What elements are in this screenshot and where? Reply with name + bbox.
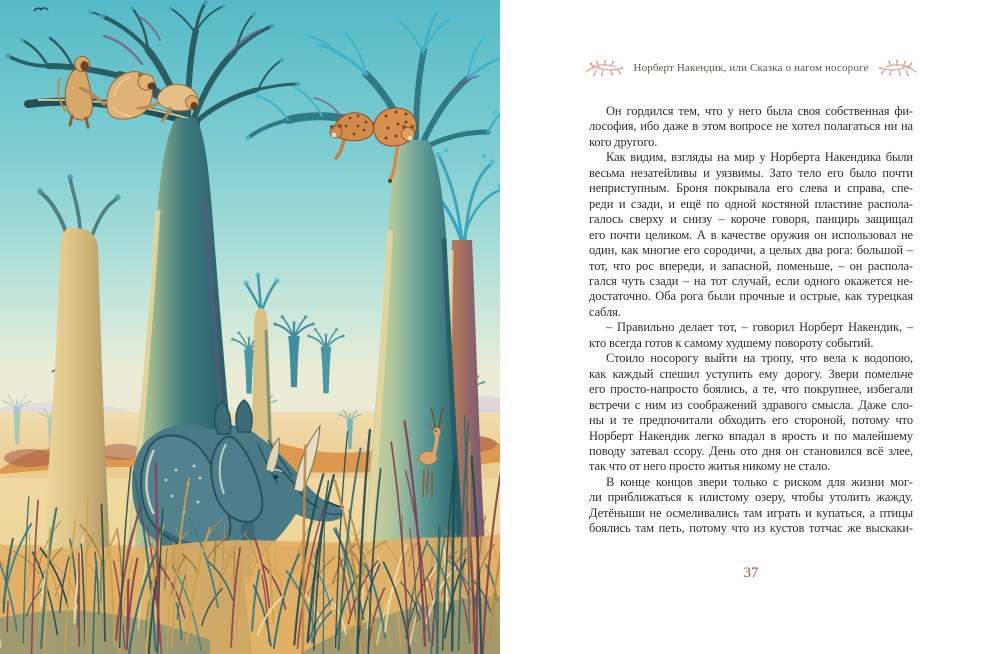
text-line: его просто-напросто боялись, а те, что покрупнее, избегали <box>589 382 913 397</box>
body-text <box>589 104 913 537</box>
text-line: встречи с ним из соображений здравого смысла. Даже сло- <box>589 397 913 412</box>
text-line: весьма незатейливы и уязвимы. Зато тело его было почти <box>589 165 913 180</box>
running-header-title: Норберт Накендик, или Сказка о нагом носороге <box>633 62 869 74</box>
text-line: ны и те предпочитали обходить его стороной, потому что <box>589 413 913 428</box>
text-line: галось сверху и снизу – короче говоря, панцирь защищал <box>589 212 913 227</box>
text-line: неприступным. Броня покрывала его слева и справа, спе- <box>589 181 913 196</box>
text-line: так что от него просто житья никому не стало. <box>589 459 831 474</box>
text-line: реди и сзади, и ещё по одной костяной пластине распола- <box>589 196 913 211</box>
text-line: Детёныши не осмеливались там играть и купаться, а птицы <box>589 505 913 520</box>
text-line: достаточно. Оба рога были прочные и острые, как турецкая <box>589 289 913 304</box>
text-line: Как видим, взгляды на мир у Норберта Накендика были <box>606 150 913 165</box>
text-line: поводу затевал ссору. День ото дня он становился всё злее, <box>589 443 913 458</box>
text-page <box>500 0 1000 654</box>
text-line: кто всегда готов к самому худшему повороту событий. <box>589 335 874 350</box>
text-line: Он гордился тем, что у него была своя собственная фи- <box>606 104 913 118</box>
floral-ornament-right-icon <box>878 60 918 76</box>
text-line: боялись там петь, потому что из кустов тотчас же выскаки- <box>589 521 913 536</box>
text-line: кого другого. <box>589 134 658 149</box>
rhino-eye <box>274 475 279 480</box>
text-line: ли приближаться к илистому озеру, чтобы утолить жажду. <box>589 490 913 505</box>
text-line: Стоило носорогу выйти на тропу, что вела к водопою, <box>606 351 913 366</box>
floral-ornament-left-icon <box>584 60 624 76</box>
text-line: – Правильно делает тот, – говорил Норберт Накендик, – <box>606 320 913 335</box>
text-line: лософия, ибо даже в этом вопросе не хотел полагаться ни на <box>589 119 913 134</box>
text-line: один, как многие его сородичи, а целых два рога: большой – <box>589 243 913 258</box>
text-line: его почти целиком. А в качестве оружия он использовал не <box>589 227 913 242</box>
text-line: сабля. <box>589 304 621 319</box>
text-line: В конце концов звери только с риском для жизни мог- <box>606 474 913 489</box>
text-line: тот, что рос впереди, и запасной, поменьше, – он распола- <box>589 258 913 273</box>
page-number: 37 <box>743 565 759 581</box>
running-header <box>589 60 913 76</box>
text-line: гался чуть сзади – на тот случай, если одного окажется не- <box>589 273 913 288</box>
text-line: Норберт Накендик легко впадал в ярость и по малейшему <box>589 428 913 443</box>
text-line: как каждый спешил уступить ему дорогу. Звери помельче <box>589 366 913 381</box>
